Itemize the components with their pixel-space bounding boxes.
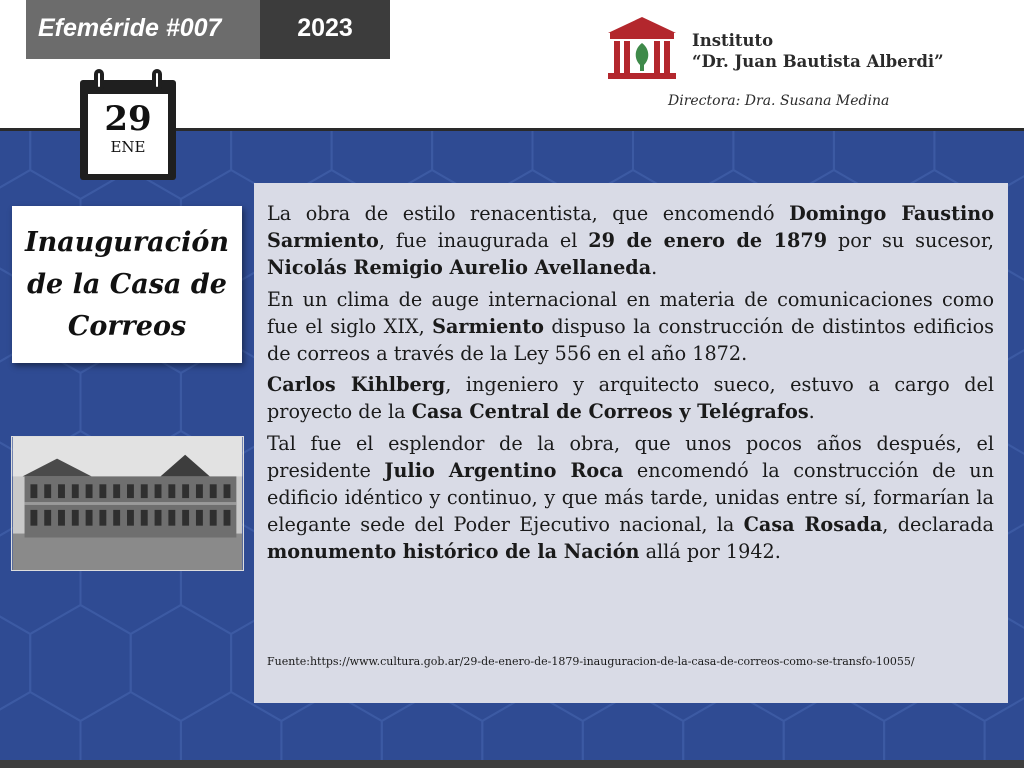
highlighted-text: Nicolás Remigio Aurelio Avellaneda bbox=[267, 256, 652, 280]
paragraph-4 bbox=[267, 430, 994, 566]
paragraph-text: , fue inaugurada el bbox=[378, 229, 589, 253]
institute-line-2: “Dr. Juan Bautista Alberdi” bbox=[692, 52, 944, 71]
calendar-icon bbox=[80, 80, 176, 180]
paragraph-1 bbox=[267, 200, 994, 282]
year-tag: 2023 bbox=[260, 0, 390, 59]
efemeride-tag: Efeméride #007 bbox=[26, 0, 260, 59]
paragraph-text: por su sucesor, bbox=[827, 229, 994, 253]
directora-label: Directora: Dra. Susana Medina bbox=[668, 93, 890, 109]
calendar-ring-left bbox=[94, 69, 104, 91]
paragraph-text: dispuso la construcción de distintos edificios de correos a través de la Ley 556 en el año 1872. bbox=[267, 314, 995, 366]
highlighted-text: Julio Argentino Roca bbox=[384, 458, 624, 482]
highlighted-text: 29 de enero de 1879 bbox=[588, 229, 828, 253]
building-photo bbox=[11, 436, 244, 571]
calendar-day: 29 bbox=[104, 99, 152, 139]
page-title: Inauguración de la Casa de Correos bbox=[25, 226, 229, 342]
text-panel bbox=[254, 183, 1008, 703]
highlighted-text: Domingo Faustino Sarmiento bbox=[267, 202, 995, 253]
calendar-month: ENE bbox=[110, 138, 146, 156]
paragraph-2 bbox=[267, 286, 994, 368]
paragraph-3 bbox=[267, 371, 994, 425]
highlighted-text: Carlos Kihlberg bbox=[267, 373, 446, 397]
paragraph-text: encomendó la construcción de un edificio idéntico y continuo, y que más tarde, unidas entre sí, formarían la elegante sede del Poder Ejecutivo nacional, la bbox=[267, 458, 994, 537]
bottom-strip bbox=[0, 760, 1024, 768]
paragraph-text: . bbox=[808, 400, 815, 424]
paragraph-text: . bbox=[651, 256, 658, 280]
title-card bbox=[12, 206, 242, 363]
source-citation: Fuente:https://www.cultura.gob.ar/29-de-enero-de-1879-inauguracion-de-la-casa-de-correos-como-se-transfo-10055/ bbox=[267, 655, 915, 668]
institute-line-1: Instituto bbox=[692, 31, 774, 50]
highlighted-text: monumento histórico de la Nación bbox=[267, 540, 640, 564]
institute-name bbox=[692, 30, 944, 72]
paragraph-text: , declarada bbox=[882, 513, 994, 537]
institute-logo bbox=[604, 15, 680, 83]
paragraph-text: La obra de estilo renacentista, que encomendó bbox=[267, 202, 790, 225]
highlighted-text: Casa Central de Correos y Telégrafos bbox=[411, 400, 809, 424]
paragraph-text: , ingeniero y arquitecto sueco, estuvo a cargo del proyecto de la bbox=[267, 373, 994, 424]
calendar-page bbox=[88, 94, 168, 174]
calendar-ring-right bbox=[152, 69, 162, 91]
paragraph-text: allá por 1942. bbox=[639, 540, 781, 564]
paragraph-text: Tal fue el esplendor de la obra, que unos pocos años después, el presidente bbox=[267, 431, 994, 482]
paragraph-text: En un clima de auge internacional en materia de comunicaciones como fue el siglo XIX, bbox=[267, 287, 994, 338]
highlighted-text: Casa Rosada bbox=[743, 513, 883, 537]
highlighted-text: Sarmiento bbox=[432, 314, 544, 338]
